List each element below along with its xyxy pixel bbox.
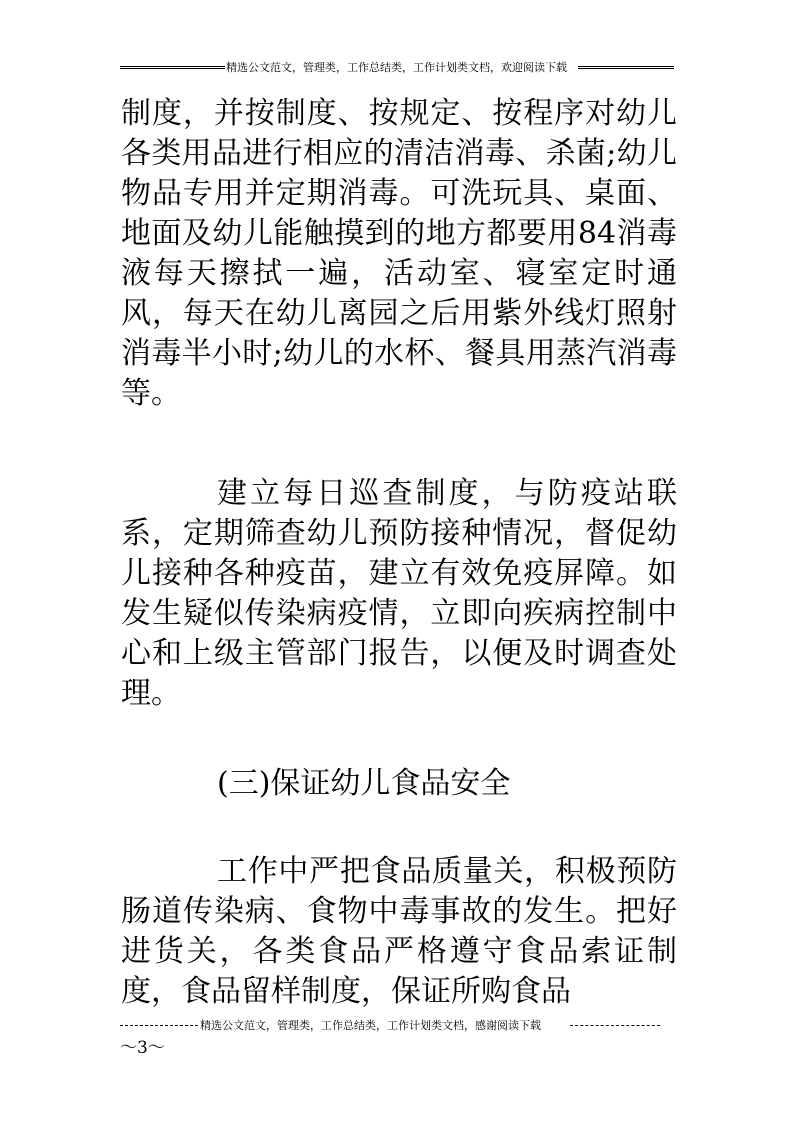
page-footer xyxy=(120,1017,660,1035)
footer-text: 精选公文范文，管理类，工作总结类，工作计划类文档，感谢阅读下载 xyxy=(200,1019,541,1032)
header-text: 精选公文范文，管理类，工作总结类，工作计划类文档，欢迎阅读下载 xyxy=(226,61,567,74)
header-rule-left xyxy=(120,58,225,78)
paragraph-food-quality: 工作中严把食品质量关，积极预防肠道传染病、食物中毒事故的发生。把好进货关，各类食品严格遵守食品索证制度，食品留样制度，保证所购食品 xyxy=(121,854,677,1009)
section-heading-food-safety: (三)保证幼儿食品安全 xyxy=(217,766,511,801)
paragraph-disinfection: 制度，并按制度、按规定、按程序对幼儿各类用品进行相应的清洁消毒、杀菌;幼儿物品专用并定期消毒。可洗玩具、桌面、地面及幼儿能触摸到的地方都要用84消毒液每天擦拭一遍，活动室、寝室定时通风，每天在幼儿离园之后用紫外线灯照射消毒半小时;幼儿的水杯、餐具用蒸汽消毒等。 xyxy=(121,96,677,411)
page-number: ～3～ xyxy=(120,1038,165,1058)
paragraph-inspection: 建立每日巡查制度，与防疫站联系，定期筛查幼儿预防接种情况，督促幼儿接种各种疫苗，建立有效免疫屏障。如发生疑似传染病疫情，立即向疾病控制中心和上级主管部门报告，以便及时调查处理。 xyxy=(121,476,677,711)
footer-rule-left xyxy=(120,1025,198,1026)
footer-rule-right xyxy=(570,1025,660,1026)
page-header xyxy=(120,58,674,78)
header-rule-right xyxy=(578,58,674,78)
